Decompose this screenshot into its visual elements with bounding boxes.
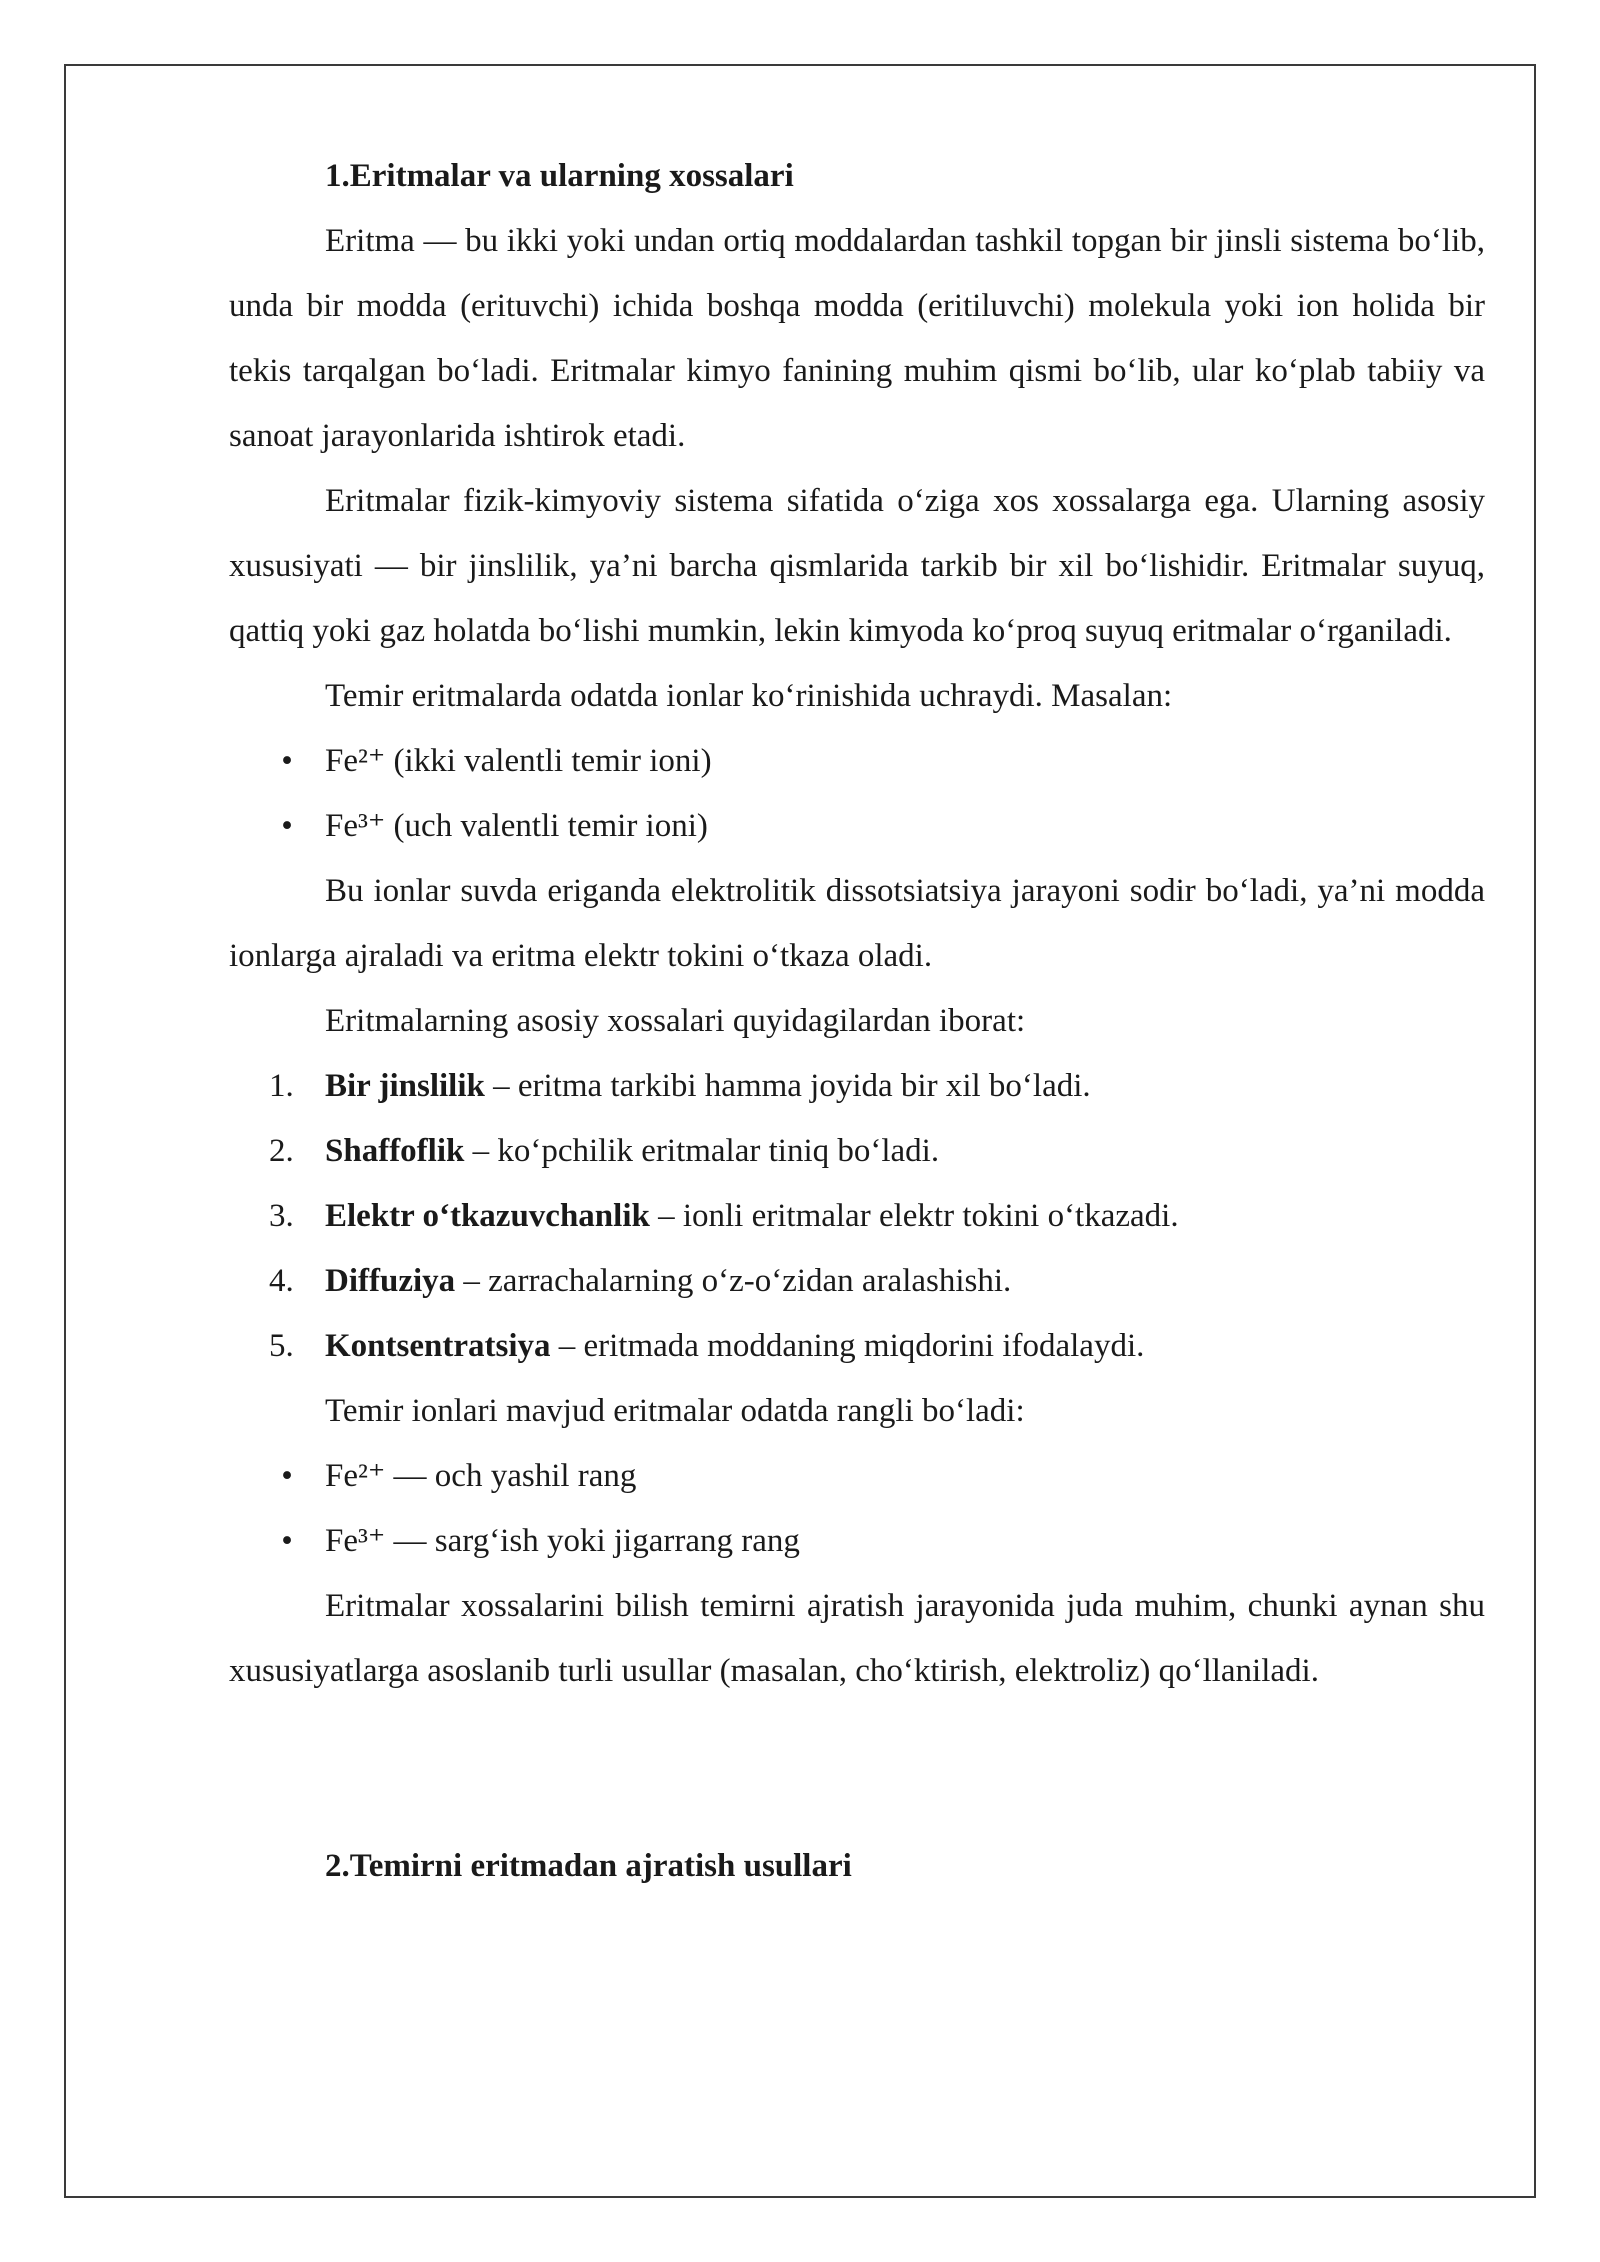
bullet-icon: • [281, 743, 293, 779]
section-2-heading: 2.Temirni eritmadan ajratish usullari [325, 1848, 852, 1884]
list-item [229, 1249, 1485, 1314]
bullet-icon: • [281, 1458, 293, 1494]
section-1-heading: 1.Eritmalar va ularning xossalari [325, 158, 794, 194]
colors-intro: Temir ionlari mavjud eritmalar odatda rangli bo‘ladi: [325, 1393, 1025, 1429]
paragraph-dissociation: Bu ionlar suvda eriganda elektrolitik dissotsiatsiya jarayoni sodir bo‘ladi, ya’ni modda ionlarga ajraladi va eritma elektr tokini o‘tkaza oladi. [229, 873, 1485, 974]
ion-item-text: Fe²⁺ (ikki valentli temir ioni) [325, 743, 712, 779]
list-item [229, 1054, 1485, 1119]
ions-intro: Temir eritmalarda odatda ionlar ko‘rinishida uchraydi. Masalan: [325, 678, 1173, 714]
properties-list [229, 1054, 1485, 1379]
section-spacer [229, 1704, 1485, 1834]
list-item [229, 1509, 1485, 1574]
paragraph-closing: Eritmalar xossalarini bilish temirni ajratish jarayonida juda muhim, chunki aynan shu xususiyatlarga asoslanib turli usullar (masalan, cho‘ktirish, elektroliz) qo‘llaniladi. [229, 1588, 1485, 1689]
bullet-icon: • [281, 808, 293, 844]
property-description: – eritmada moddaning miqdorini ifodalaydi. [550, 1328, 1145, 1364]
property-term: Kontsentratsiya [325, 1328, 551, 1364]
ion-item-text: Fe³⁺ (uch valentli temir ioni) [325, 808, 708, 844]
property-description: – ko‘pchilik eritmalar tiniq bo‘ladi. [464, 1133, 940, 1169]
document-body [229, 144, 1485, 1899]
list-item [229, 794, 1485, 859]
property-description: – eritma tarkibi hamma joyida bir xil bo‘ladi. [484, 1068, 1091, 1104]
color-item-text: Fe³⁺ — sarg‘ish yoki jigarrang rang [325, 1523, 800, 1559]
property-term: Bir jinslilik [325, 1068, 485, 1104]
list-number: 5. [269, 1328, 294, 1364]
list-number: 4. [269, 1263, 294, 1299]
color-item-text: Fe²⁺ — och yashil rang [325, 1458, 637, 1494]
property-term: Diffuziya [325, 1263, 456, 1299]
property-description: – ionli eritmalar elektr tokini o‘tkazadi. [649, 1198, 1179, 1234]
paragraph-properties-overview: Eritmalar fizik-kimyoviy sistema sifatida o‘ziga xos xossalarga ega. Ularning asosiy xususiyati — bir jinslilik, ya’ni barcha qismlarida tarkib bir xil bo‘lishidir. Eritmalar suyuq, qattiq yoki gaz holatda bo‘lishi mumkin, lekin kimyoda ko‘proq suyuq eritmalar o‘rganiladi. [229, 483, 1485, 649]
list-number: 2. [269, 1133, 294, 1169]
list-number: 1. [269, 1068, 294, 1104]
property-term: Elektr o‘tkazuvchanlik [325, 1198, 650, 1234]
list-item [229, 729, 1485, 794]
list-item [229, 1444, 1485, 1509]
colors-list [229, 1444, 1485, 1574]
properties-intro: Eritmalarning asosiy xossalari quyidagilardan iborat: [325, 1003, 1026, 1039]
paragraph-definition: Eritma — bu ikki yoki undan ortiq moddalardan tashkil topgan bir jinsli sistema bo‘lib, unda bir modda (erituvchi) ichida boshqa modda (eritiluvchi) molekula yoki ion holida bir tekis tarqalgan bo‘ladi. Eritmalar kimyo fanining muhim qismi bo‘lib, ular ko‘plab tabiiy va sanoat jarayonlarida ishtirok etadi. [229, 223, 1485, 454]
list-item [229, 1184, 1485, 1249]
list-number: 3. [269, 1198, 294, 1234]
list-item [229, 1314, 1485, 1379]
property-term: Shaffoflik [325, 1133, 465, 1169]
bullet-icon: • [281, 1523, 293, 1559]
property-description: – zarrachalarning o‘z-o‘zidan aralashishi. [455, 1263, 1012, 1299]
ions-list [229, 729, 1485, 859]
list-item [229, 1119, 1485, 1184]
